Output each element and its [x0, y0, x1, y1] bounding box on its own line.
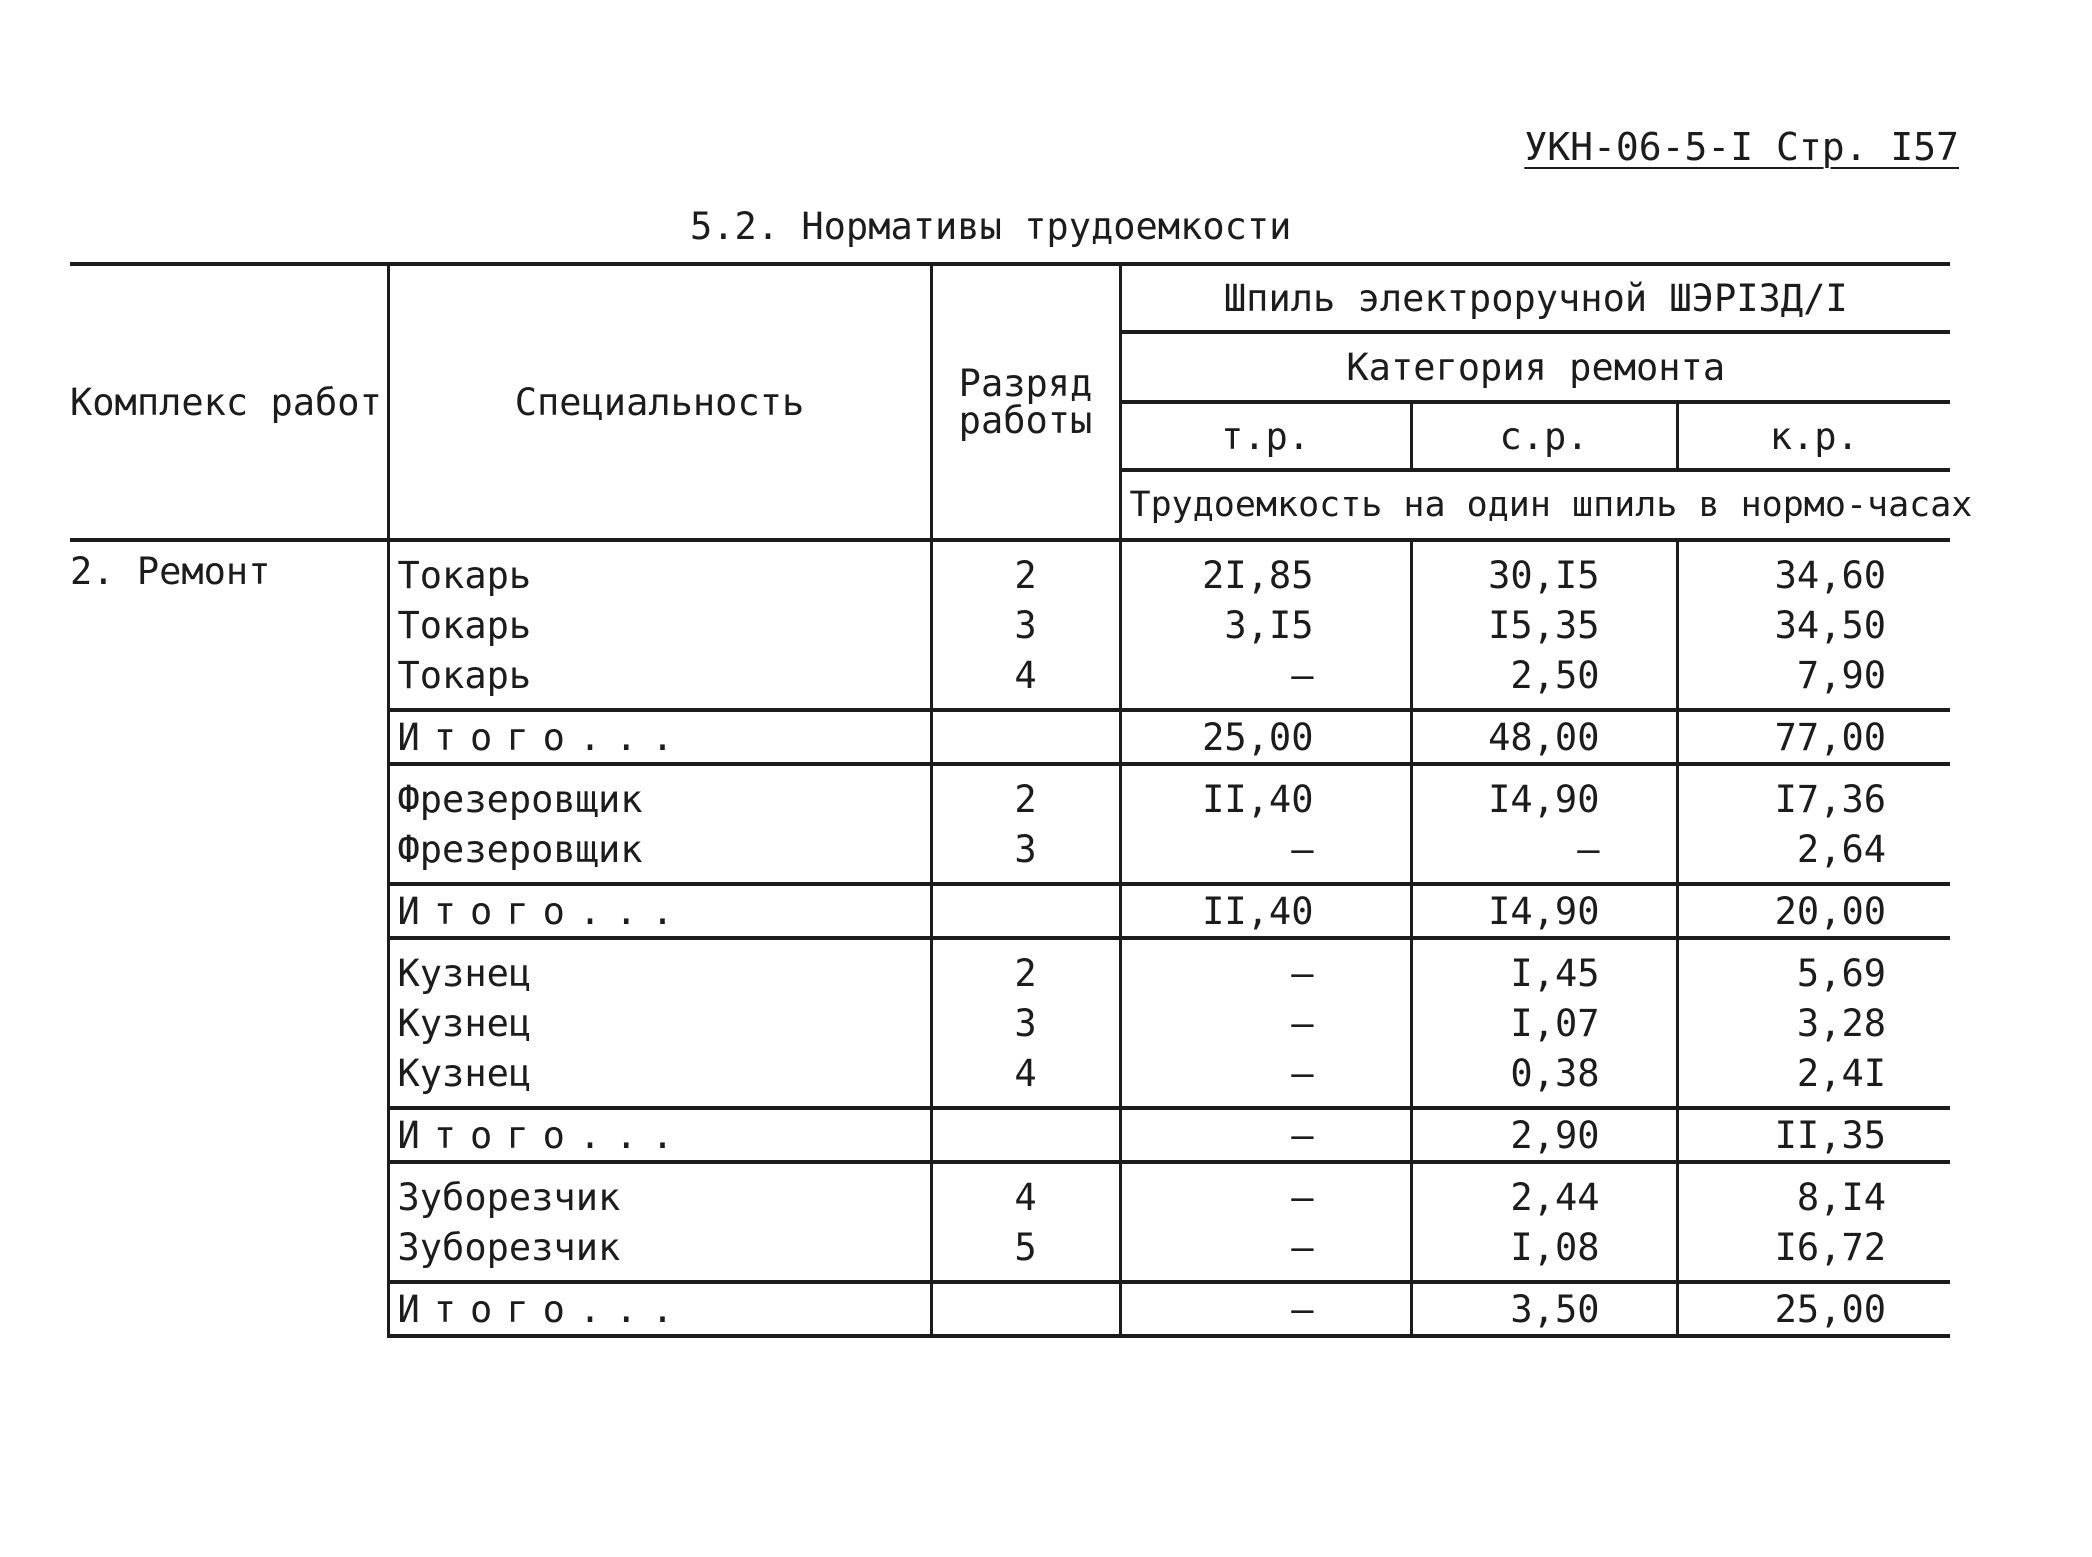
cell-sr: I,45 [1411, 938, 1677, 998]
table-row [70, 540, 1950, 600]
cell-grade: 4 [931, 1162, 1120, 1222]
cell-sr: I5,35 [1411, 600, 1677, 650]
cell-specialty: Фрезеровщик [388, 824, 931, 884]
cell-kr: 34,60 [1774, 553, 1887, 597]
total-sr: 3,50 [1411, 1282, 1677, 1336]
cell-tr: – [1120, 1048, 1411, 1108]
header-grade-line2: работы [958, 399, 1093, 442]
cell-kr: 5,69 [1796, 951, 1887, 995]
cell-sr: I4,90 [1411, 764, 1677, 824]
header-specialty: Специальность [388, 264, 931, 538]
cell-tr: – [1120, 824, 1411, 884]
total-sr: 48,00 [1411, 710, 1677, 764]
cell-specialty: Зуборезчик [388, 1222, 931, 1282]
cell-sr: – [1411, 824, 1677, 884]
total-tr: – [1120, 1282, 1411, 1336]
total-kr: 77,00 [1677, 710, 1950, 764]
complex-label: 2. Ремонт [70, 550, 271, 593]
cell-grade-empty [931, 710, 1120, 764]
page-reference: УКН-06-5-I Стр. I57 [1524, 125, 1959, 169]
total-sr: 2,90 [1411, 1108, 1677, 1162]
cell-grade: 4 [931, 650, 1120, 710]
cell-grade: 3 [931, 824, 1120, 884]
cell-grade: 3 [931, 998, 1120, 1048]
total-kr: 25,00 [1677, 1282, 1950, 1336]
cell-grade: 4 [931, 1048, 1120, 1108]
header-sr: с.р. [1411, 402, 1677, 470]
header-grade [931, 264, 1120, 538]
total-label: Итого... [388, 884, 931, 938]
cell-specialty: Токарь [388, 600, 931, 650]
cell-grade-empty [931, 1108, 1120, 1162]
cell-tr: 3,I5 [1120, 600, 1411, 650]
cell-tr: – [1120, 1222, 1411, 1282]
total-tr: II,40 [1120, 884, 1411, 938]
cell-tr: – [1120, 938, 1411, 998]
cell-specialty: Фрезеровщик [388, 764, 931, 824]
cell-sr: I,08 [1411, 1222, 1677, 1282]
cell-grade: 5 [931, 1222, 1120, 1282]
header-equipment: Шпиль электроручной ШЭРI3Д/I [1120, 264, 1950, 332]
total-label: Итого... [388, 710, 931, 764]
cell-sr: 2,44 [1411, 1162, 1677, 1222]
total-label: Итого... [388, 1108, 931, 1162]
header-labor-caption: Трудоемкость на один шпиль в нормо-часах [1120, 470, 1950, 538]
labor-norms-table [70, 262, 1973, 1338]
section-title: 5.2. Нормативы трудоемкости [690, 205, 1292, 248]
cell-specialty: Кузнец [388, 998, 931, 1048]
cell-specialty: Кузнец [388, 938, 931, 998]
total-kr: 20,00 [1677, 884, 1950, 938]
cell-specialty: Кузнец [388, 1048, 931, 1108]
cell-sr: 2,50 [1411, 650, 1677, 710]
header-complex: Комплекс работ [70, 264, 388, 538]
cell-grade-empty [931, 884, 1120, 938]
cell-sr: I,07 [1411, 998, 1677, 1048]
cell-specialty: Токарь [388, 540, 931, 600]
cell-specialty: Токарь [388, 650, 931, 710]
total-tr: 25,00 [1120, 710, 1411, 764]
cell-tr: – [1120, 998, 1411, 1048]
header-repair-category: Категория ремонта [1120, 332, 1950, 402]
total-kr: II,35 [1677, 1108, 1950, 1162]
cell-kr: 34,50 [1774, 603, 1887, 647]
table-body [70, 540, 1950, 1336]
cell-kr: 2,4I [1677, 1048, 1950, 1108]
header-kr: к.р. [1677, 402, 1950, 470]
cell-sr: 0,38 [1411, 1048, 1677, 1108]
header-tr: т.р. [1120, 402, 1411, 470]
cell-grade: 3 [931, 600, 1120, 650]
cell-grade: 2 [931, 938, 1120, 998]
header-grade-line1: Разряд [958, 362, 1093, 405]
cell-kr: I7,36 [1774, 777, 1887, 821]
cell-grade: 2 [931, 764, 1120, 824]
cell-kr: 7,90 [1677, 650, 1950, 710]
cell-specialty: Зуборезчик [388, 1162, 931, 1222]
total-sr: I4,90 [1411, 884, 1677, 938]
cell-kr: I6,72 [1677, 1222, 1950, 1282]
total-label: Итого... [388, 1282, 931, 1336]
total-tr: – [1120, 1108, 1411, 1162]
cell-kr: 3,28 [1796, 1001, 1887, 1045]
cell-tr: – [1120, 1162, 1411, 1222]
cell-kr: 8,I4 [1796, 1175, 1887, 1219]
cell-tr: 2I,85 [1120, 540, 1411, 600]
cell-kr: 2,64 [1677, 824, 1950, 884]
cell-sr: 30,I5 [1411, 540, 1677, 600]
cell-tr: – [1120, 650, 1411, 710]
cell-grade-empty [931, 1282, 1120, 1336]
cell-grade: 2 [931, 540, 1120, 600]
table-header [70, 264, 1973, 540]
cell-tr: II,40 [1120, 764, 1411, 824]
